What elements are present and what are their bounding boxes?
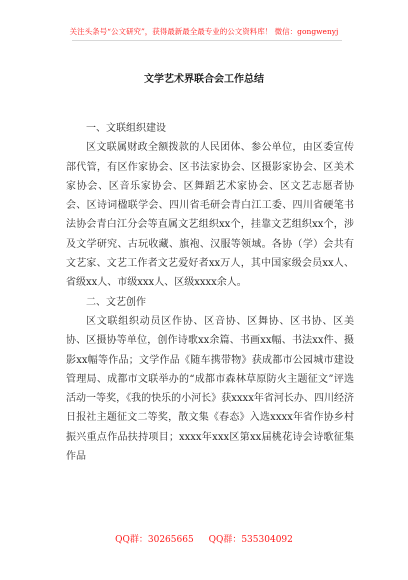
footer-qq-group-1: QQ群：30265665 — [115, 535, 194, 545]
section-paragraph-2: 区文联组织动员区作协、区音协、区舞协、区书协、区美协、区摄协等单位，创作诗歌xx余篇、书画xx幅、书法xx件、摄影xx幅等作品；文学作品《随车携带物》获成都市公园城市建设管理局、成都市文联举办的“成都市森林草原防火主题征文”评选活动一等奖，《我的快乐的小河长》获xxxx年省河长办、四川经济日报社主题征文二等奖，散文集《春态》入选xxxx年省作协乡村振兴重点作品扶持项目；xxxx年xxx区第xx届桃花诗会诗歌征集作品 — [66, 315, 354, 463]
document-body — [66, 119, 354, 466]
footer-qq-group-2: QQ群：535304092 — [208, 535, 293, 545]
section-heading-2: 二、文艺创作 — [86, 296, 146, 308]
document-title: 文学艺术界联合会工作总结 — [144, 74, 264, 85]
footer-contact — [0, 532, 408, 545]
header-divider — [72, 40, 342, 41]
section-paragraph-1: 区文联属财政全额拨款的人民团体、参公单位，由区委宣传部代管，有区作家协会、区书法家协会、区摄影家协会、区美术家协会、区音乐家协会、区舞蹈艺术家协会、区文艺志愿者协会、区诗词楹联学会、四川省毛研会青白江工委、四川省硬笔书法协会青白江分会等直属文艺组织xx个，挂靠文艺组织xx个，涉及文学研究、古玩收藏、旗袍、汉服等领域。各协（学）会共有文艺家、文艺工作者文艺爱好者xx万人，其中国家级会员xx人、省级xx人、市级xxx人、区级xxxx余人。 — [66, 142, 354, 289]
header-banner: 关注头条号“公文研究”，获得最新最全最专业的公文资料库！ 微信：gongwenyj — [69, 27, 339, 36]
section-heading-1: 一、文联组织建设 — [86, 123, 166, 134]
